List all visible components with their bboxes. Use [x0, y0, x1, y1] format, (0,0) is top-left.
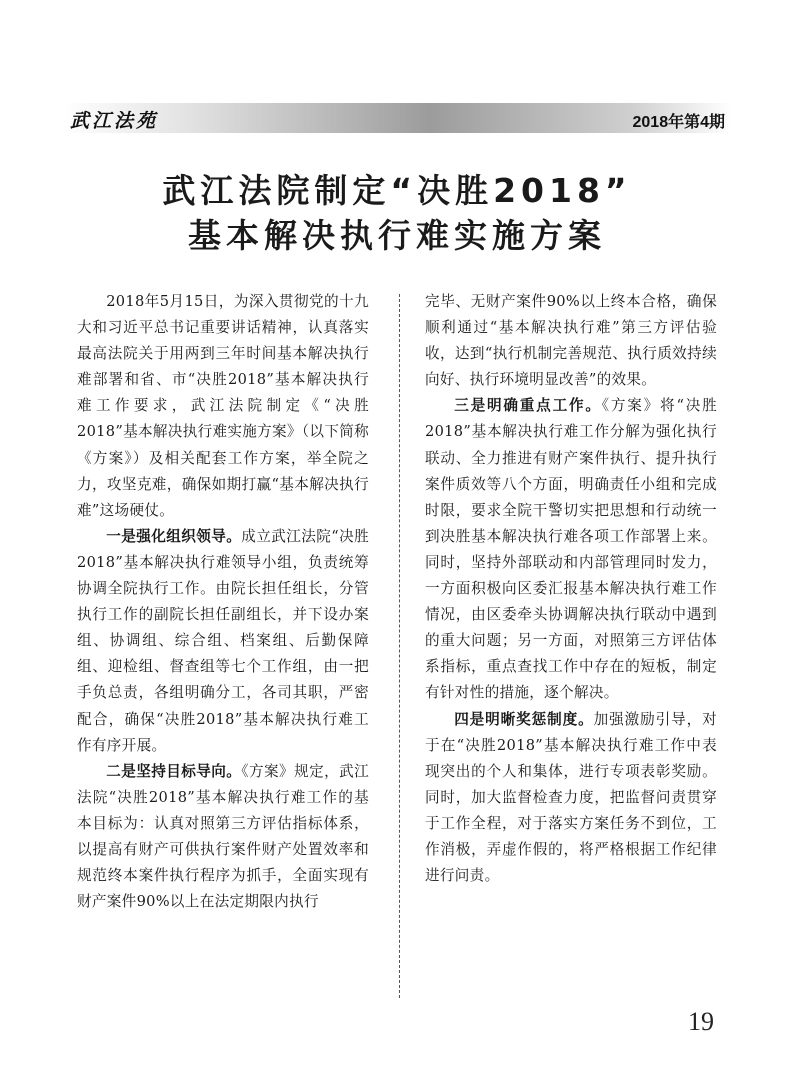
- heading-rewards: 四是明晰奖惩制度。: [454, 710, 594, 728]
- body-goals: 《方案》规定，武江法院“决胜2018”基本解决执行难工作的基本目标为：认真对照第三方评估指标体系，以提高有财产可供执行案件财产处置效率和规范终本案件执行程序为抓手，全面实现有财产案件90%以上在法定期限内执行: [77, 762, 370, 911]
- paragraph-organization: [77, 524, 369, 759]
- article-title-line-2: 基本解决执行难实施方案: [188, 216, 606, 255]
- column-divider: [399, 294, 400, 998]
- body-key-work: 《方案》将“决胜2018”基本解决执行难工作分解为强化执行联动、全力推进有财产案件执行、提升执行案件质效等八个方面，明确责任小组和完成时限，要求全院干警切实把思想和行动统一到决胜基本解决执行难各项工作部署上来。同时，坚持外部联动和内部管理同时发力，一方面积极向区委汇报基本解决执行难工作情况，由区委牵头协调解决执行联动中遇到的重大问题；另一方面，对照第三方评估体系指标，重点查找工作中存在的短板，制定有针对性的措施，逐个解决。: [425, 397, 718, 702]
- body-rewards: 加强激励引导，对于在“决胜2018”基本解决执行难工作中表现突出的个人和集体，进行专项表彰奖励。同时，加大监督检查力度，把监督问责贯穿于工作全程，对于落实方案任务不到位，工作消极，弄虚作假的，将严格根据工作纪律进行问责。: [425, 710, 717, 885]
- article-title-line-1: 武江法院制定“决胜2018”: [162, 171, 632, 210]
- right-column: [425, 289, 717, 889]
- heading-goals: 二是坚持目标导向。: [106, 762, 242, 780]
- journal-header: [62, 103, 731, 133]
- paragraph-key-work: [425, 393, 717, 706]
- paragraph-rewards: [425, 707, 717, 890]
- paragraph-intro: 2018年5月15日，为深入贯彻党的十九大和习近平总书记重要讲话精神，认真落实最高法院关于用两到三年时间基本解决执行难部署和省、市“决胜2018”基本解决执行难工作要求，武江法院制定《“决胜2018”基本解决执行难实施方案》（以下简称《方案》）及相关配套工作方案，举全院之力，攻坚克难，确保如期打赢“基本解决执行难”这场硬仗。: [77, 293, 369, 519]
- left-column: [77, 289, 369, 915]
- paragraph-goals: [77, 759, 369, 916]
- heading-key-work: 三是明确重点工作。: [454, 397, 602, 415]
- heading-organization: 一是强化组织领导。: [106, 527, 242, 545]
- body-organization: 成立武江法院“决胜2018”基本解决执行难领导小组，负责统筹协调全院执行工作。由院长担任组长，分管执行工作的副院长担任副组长，并下设办案组、协调组、综合组、档案组、后勤保障组、迎检组、督查组等七个工作组，由一把手负总责，各组明确分工，各司其职，严密配合，确保“决胜2018”基本解决执行难工作有序开展。: [77, 527, 369, 754]
- paragraph-goals-continued: 完毕、无财产案件90%以上终本合格，确保顺利通过“基本解决执行难”第三方评估验收，达到“执行机制完善规范、执行质效持续向好、执行环境明显改善”的效果。: [425, 293, 717, 389]
- page-number: 19: [688, 1007, 714, 1036]
- journal-name: 武江法苑: [70, 110, 159, 132]
- issue-number: 2018年第4期: [632, 114, 725, 131]
